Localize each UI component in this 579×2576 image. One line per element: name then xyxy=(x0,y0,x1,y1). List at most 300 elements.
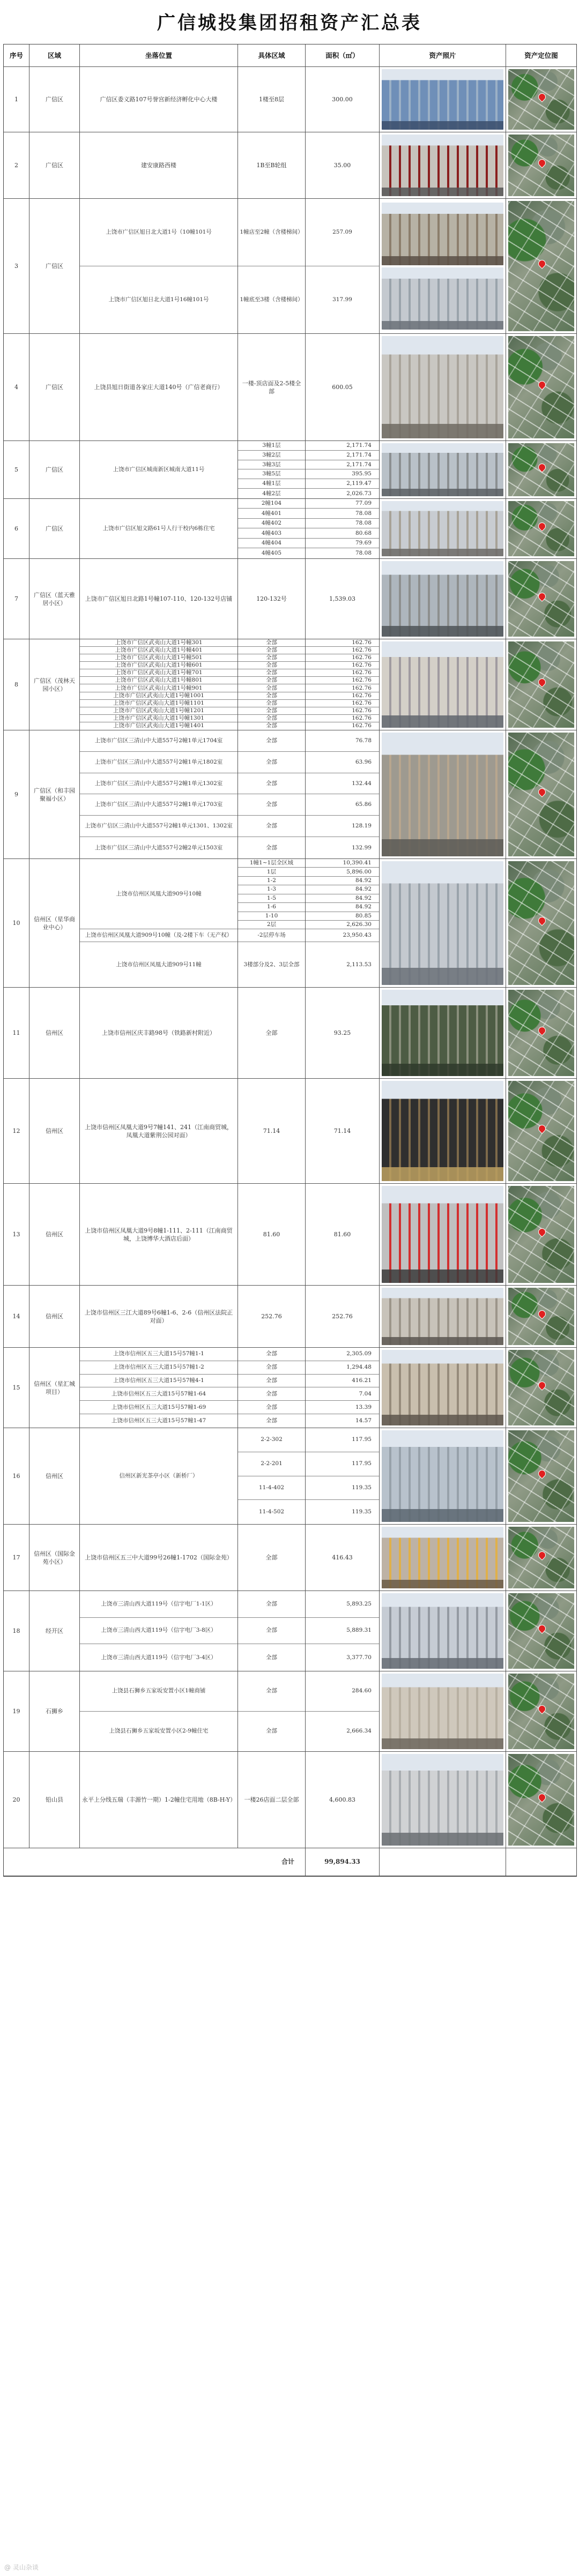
sub-cell: 全部 xyxy=(238,639,305,647)
sub-cell: 119.35 xyxy=(306,1476,379,1500)
table-row xyxy=(4,1752,576,1848)
asset-location-map[interactable] xyxy=(508,1081,574,1181)
row-area: 广信区（茂林天园小区） xyxy=(29,639,80,730)
photo-ground xyxy=(382,1064,503,1076)
row-photo xyxy=(380,1286,506,1347)
row-area: 石狮乡 xyxy=(29,1671,80,1751)
asset-location-map[interactable] xyxy=(508,1288,574,1345)
location-pin-icon xyxy=(537,1227,547,1237)
sub-cell: 全部 xyxy=(238,795,305,816)
asset-location-map[interactable] xyxy=(508,336,574,438)
row-area: 信州区 xyxy=(29,1184,80,1285)
row-unit: 全部 xyxy=(238,988,306,1078)
sub-cell: 上饶市广信区武夷山大道1号幢901 xyxy=(80,685,237,692)
asset-photo[interactable] xyxy=(382,861,503,985)
row-photo xyxy=(380,441,506,498)
row-location xyxy=(80,499,238,558)
row-map xyxy=(506,199,576,333)
row-unit: 1B至B轮组 xyxy=(238,132,306,198)
asset-location-map[interactable] xyxy=(508,69,574,130)
row-map xyxy=(506,639,576,730)
row-size xyxy=(306,859,380,987)
row-photo xyxy=(380,1348,506,1428)
sub-cell: 65.86 xyxy=(306,795,379,816)
row-location xyxy=(80,441,238,498)
row-area: 广信区 xyxy=(29,132,80,198)
sub-cell: 1幢店至2幢（含楼梯间） xyxy=(238,199,305,266)
photo-ground xyxy=(382,626,503,637)
sub-cell: 3,377.70 xyxy=(346,1654,372,1661)
sub-cell: 117.95 xyxy=(306,1452,379,1476)
asset-photo[interactable] xyxy=(382,561,503,637)
sub-cell: 全部 xyxy=(238,692,305,700)
row-map xyxy=(506,1428,576,1524)
photo-ground xyxy=(382,1415,503,1425)
row-area: 铅山县 xyxy=(29,1752,80,1848)
table-row xyxy=(4,1348,576,1428)
row-photo xyxy=(380,1184,506,1285)
asset-location-map[interactable] xyxy=(508,733,574,856)
asset-location-map[interactable] xyxy=(508,561,574,637)
row-unit xyxy=(238,1591,306,1671)
row-photo xyxy=(380,988,506,1078)
asset-photo[interactable] xyxy=(382,1754,503,1846)
row-number: 6 xyxy=(4,499,29,558)
asset-photo[interactable] xyxy=(382,1430,503,1522)
sub-cell: 上饶市广信区武夷山大道1号幢701 xyxy=(80,669,237,677)
sub-cell: 全部 xyxy=(266,1654,277,1661)
asset-photo[interactable] xyxy=(382,1186,503,1283)
sub-cell: 3幢2层 xyxy=(238,451,305,460)
page-title: 广信城投集团招租资产汇总表 xyxy=(157,12,422,34)
sub-cell: 全部 xyxy=(238,669,305,677)
sub-cell: 上饶市广信区旭日北大道1号16幢101号 xyxy=(108,296,209,303)
row-area: 广信区 xyxy=(29,499,80,558)
row-size xyxy=(306,499,380,558)
row-unit xyxy=(238,441,306,498)
row-location xyxy=(80,199,238,333)
row-map xyxy=(506,859,576,987)
sub-cell: 上饶市广信区三清山中大道557号2幢1单元1302室 xyxy=(80,773,237,795)
location-pin-icon xyxy=(537,1550,547,1560)
asset-photo[interactable] xyxy=(382,733,503,856)
asset-location-map[interactable] xyxy=(508,1593,574,1669)
asset-photo[interactable] xyxy=(382,1527,503,1588)
location-pin-icon xyxy=(537,92,547,102)
table-total-row xyxy=(4,1848,576,1876)
sub-cell: 上饶市信州区五三大道15号57幢1-47 xyxy=(111,1417,206,1424)
row-location xyxy=(80,730,238,858)
asset-photo[interactable] xyxy=(382,990,503,1076)
photo-ground xyxy=(382,715,503,728)
row-size xyxy=(306,199,380,333)
row-unit xyxy=(238,499,306,558)
header-photo: 资产照片 xyxy=(380,44,506,66)
sub-cell: 395.95 xyxy=(306,470,379,480)
location-pin-icon xyxy=(537,1380,547,1391)
row-map xyxy=(506,988,576,1078)
sub-cell: 1-3 xyxy=(238,885,305,894)
sub-cell: 1-10 xyxy=(238,912,305,921)
sub-cell: 4幢401 xyxy=(238,509,305,518)
row-location xyxy=(80,639,238,730)
sub-cell: 23,950.43 xyxy=(306,929,379,942)
photo-ground xyxy=(382,489,503,496)
sub-cell: 2-2-302 xyxy=(238,1428,305,1452)
sub-cell: 84.92 xyxy=(306,903,379,912)
row-size: 81.60 xyxy=(306,1184,380,1285)
header-location: 坐落位置 xyxy=(80,44,238,66)
row-map xyxy=(506,441,576,498)
sub-cell: 全部 xyxy=(238,1375,305,1388)
sub-cell: 4幢402 xyxy=(238,519,305,528)
table-row xyxy=(4,199,576,334)
row-number: 13 xyxy=(4,1184,29,1285)
asset-photo[interactable] xyxy=(382,135,503,196)
sub-cell: 1-6 xyxy=(238,903,305,912)
photo-ground xyxy=(382,1270,503,1283)
asset-location-map[interactable] xyxy=(508,861,574,985)
sub-cell: 162.76 xyxy=(306,654,379,662)
row-size: 71.14 xyxy=(306,1079,380,1183)
asset-photo[interactable] xyxy=(382,1674,503,1749)
sub-cell: 全部 xyxy=(238,1671,305,1712)
row-location: 上饶市信州区三江大道89号6幢1-6、2-6（信州区法院正对面） xyxy=(80,1286,238,1347)
header-area: 区域 xyxy=(29,44,80,66)
sub-cell: 上饶市广信区武夷山大道1号幢301 xyxy=(80,639,237,647)
photo-ground xyxy=(382,121,503,130)
sub-cell: 1-5 xyxy=(238,894,305,903)
row-number: 9 xyxy=(4,730,29,858)
header-no: 序号 xyxy=(4,44,29,66)
sub-cell: 84.92 xyxy=(306,894,379,903)
asset-location-map[interactable] xyxy=(508,641,574,728)
asset-photo[interactable] xyxy=(382,1350,503,1425)
total-label: 合计 xyxy=(4,1848,306,1876)
asset-location-map[interactable] xyxy=(508,1350,574,1425)
sub-cell: 1,294.48 xyxy=(306,1361,379,1375)
row-area: 广信区 xyxy=(29,67,80,132)
sub-cell: 上饶市信州区凤凰大道909号10幢（及-2楼下车（无产权） xyxy=(80,929,237,942)
asset-photo[interactable] xyxy=(382,641,503,728)
row-area: 信州区 xyxy=(29,1079,80,1183)
sub-cell: 3幢3层 xyxy=(238,460,305,470)
sub-cell: 5,889.31 xyxy=(306,1618,379,1645)
row-unit xyxy=(238,1671,306,1751)
row-area: 广信区（蓝天雅居小区） xyxy=(29,559,80,639)
asset-location-map[interactable] xyxy=(508,1430,574,1522)
row-location: 广信区委义路107号誉宫新经济孵化中心大楼 xyxy=(80,67,238,132)
row-unit xyxy=(238,730,306,858)
sub-cell: 上饶市信州区凤凰大道909号11幢 xyxy=(116,961,202,968)
row-number: 19 xyxy=(4,1671,29,1751)
location-pin-icon xyxy=(537,787,547,797)
row-photo xyxy=(380,859,506,987)
sub-cell: 2-2-201 xyxy=(238,1452,305,1476)
row-size: 600.05 xyxy=(306,334,380,440)
header-unit: 具体区域 xyxy=(238,44,306,66)
sub-cell: 162.76 xyxy=(306,647,379,654)
sub-cell: 2,171.74 xyxy=(306,451,379,460)
sub-cell: 1幢1~1层全区域 xyxy=(238,859,305,868)
sub-cell: 上饶市三清山西大道119号（信宇电厂3-8区） xyxy=(80,1618,237,1645)
row-unit: 一楼26店面二层全部 xyxy=(238,1752,306,1848)
sub-cell: 上饶市信州区五三大道15号57幢1-2 xyxy=(80,1361,237,1375)
asset-location-map[interactable] xyxy=(508,201,574,331)
row-number: 18 xyxy=(4,1591,29,1671)
row-size: 300.00 xyxy=(306,67,380,132)
asset-location-map[interactable] xyxy=(508,1527,574,1588)
sub-cell: 78.08 xyxy=(355,550,372,557)
row-size xyxy=(306,1671,380,1751)
row-unit: 120-132号 xyxy=(238,559,306,639)
row-size xyxy=(306,1428,380,1524)
asset-location-map[interactable] xyxy=(508,990,574,1076)
photo-ground xyxy=(382,321,503,330)
row-map xyxy=(506,1525,576,1591)
sub-cell: 全部 xyxy=(238,662,305,669)
sub-cell: 13.39 xyxy=(306,1401,379,1414)
row-unit: 252.76 xyxy=(238,1286,306,1347)
sub-cell: 7.04 xyxy=(306,1388,379,1401)
asset-location-map[interactable] xyxy=(508,1754,574,1846)
sub-cell: 全部 xyxy=(238,1591,305,1618)
row-photo xyxy=(380,199,506,333)
sub-cell: 全部 xyxy=(266,1417,277,1424)
sub-cell: 全部 xyxy=(238,685,305,692)
row-number: 17 xyxy=(4,1525,29,1591)
sub-cell: 2,026.73 xyxy=(346,490,372,497)
asset-photo[interactable] xyxy=(382,267,503,330)
sub-cell: -2层停车场 xyxy=(238,929,305,942)
row-number: 8 xyxy=(4,639,29,730)
row-unit xyxy=(238,859,306,987)
sub-cell: 上饶市广信区三清山中大道557号2幢1单元1301、1302室 xyxy=(80,816,237,837)
row-unit xyxy=(238,1348,306,1428)
sub-cell: 全部 xyxy=(238,677,305,684)
total-value: 99,894.33 xyxy=(306,1848,380,1876)
sub-cell: 上饶市广信区武夷山大道1号幢1001 xyxy=(80,692,237,700)
row-area: 广信区（和丰园聚福小区） xyxy=(29,730,80,858)
row-location: 上饶市信州区凤凰大道9号8幢1-111、2-111（江南商贸城，上饶博华大酒店后面） xyxy=(80,1184,238,1285)
row-location: 永平上分线五瑞（丰源竹一期）1-2幢住宅用地（8B-H-Y） xyxy=(80,1752,238,1848)
sub-cell: 5,896.00 xyxy=(306,868,379,876)
sub-cell: 162.76 xyxy=(352,722,372,729)
row-map xyxy=(506,1286,576,1347)
sub-cell: 78.08 xyxy=(306,519,379,528)
row-unit xyxy=(238,199,306,333)
sub-cell: 上饶市广信区武夷山大道1号幢501 xyxy=(80,654,237,662)
sub-cell: 76.78 xyxy=(306,730,379,752)
asset-table xyxy=(3,44,577,1877)
table-row xyxy=(4,730,576,859)
location-pin-icon xyxy=(537,462,547,473)
sub-cell: 63.96 xyxy=(306,752,379,773)
row-location: 上饶市广信区旭日北路1号幢107-110、120-132号店铺 xyxy=(80,559,238,639)
row-photo xyxy=(380,1428,506,1524)
sub-cell: 2,666.34 xyxy=(346,1728,372,1735)
sub-cell: 上饶市广信区三清山中大道557号2幢1单元1704室 xyxy=(80,730,237,752)
row-area: 经开区 xyxy=(29,1591,80,1671)
table-row xyxy=(4,441,576,499)
sub-cell: 162.76 xyxy=(306,677,379,684)
asset-photo[interactable] xyxy=(382,336,503,438)
asset-location-map[interactable] xyxy=(508,1186,574,1283)
sub-cell: 信州区新光茶亭小区（新桥厂） xyxy=(119,1473,198,1479)
asset-photo[interactable] xyxy=(382,501,503,556)
sub-cell: 上饶市信州区凤凰大道909号10幢 xyxy=(80,859,237,929)
row-location xyxy=(80,1591,238,1671)
row-map xyxy=(506,67,576,132)
location-pin-icon xyxy=(537,379,547,390)
row-photo xyxy=(380,639,506,730)
sub-cell: 132.99 xyxy=(352,844,372,851)
row-size xyxy=(306,441,380,498)
asset-location-map[interactable] xyxy=(508,501,574,556)
photo-ground xyxy=(382,1167,503,1181)
row-size xyxy=(306,639,380,730)
row-map xyxy=(506,1079,576,1183)
table-row xyxy=(4,1671,576,1752)
photo-ground xyxy=(382,1658,503,1669)
sub-cell: 上饶市广信区旭日北大道1号（10幢101号 xyxy=(80,199,237,266)
photo-ground xyxy=(382,188,503,196)
row-map xyxy=(506,1671,576,1751)
row-number: 12 xyxy=(4,1079,29,1183)
row-unit: 81.60 xyxy=(238,1184,306,1285)
photo-ground xyxy=(382,1738,503,1749)
photo-ground xyxy=(382,1833,503,1846)
location-pin-icon xyxy=(537,1025,547,1036)
row-location: 上饶市信州区庆丰路98号（铁路新村附近） xyxy=(80,988,238,1078)
sub-cell: 上饶市广信区城南新区城南大道11号 xyxy=(113,466,205,473)
table-row xyxy=(4,1428,576,1525)
row-area: 信州区 xyxy=(29,1428,80,1524)
sub-cell: 全部 xyxy=(238,647,305,654)
row-size: 1,539.03 xyxy=(306,559,380,639)
asset-photo[interactable] xyxy=(382,203,503,265)
sub-cell: 全部 xyxy=(238,816,305,837)
row-size: 416.43 xyxy=(306,1525,380,1591)
sub-cell: 上饶市广信区三清山中大道557号2幢1单元1703室 xyxy=(80,795,237,816)
sub-cell: 上饶市信州区五三大道15号57幢1-69 xyxy=(80,1401,237,1414)
row-location xyxy=(80,1671,238,1751)
asset-photo[interactable] xyxy=(382,1593,503,1669)
sub-cell: 162.76 xyxy=(306,662,379,669)
row-unit xyxy=(238,639,306,730)
row-photo xyxy=(380,334,506,440)
table-row xyxy=(4,499,576,559)
asset-location-map[interactable] xyxy=(508,135,574,196)
row-number: 14 xyxy=(4,1286,29,1347)
table-row xyxy=(4,1079,576,1184)
table-row xyxy=(4,1286,576,1348)
sub-cell: 全部 xyxy=(238,1388,305,1401)
sub-cell: 3幢1层 xyxy=(238,441,305,451)
row-area: 信州区（国际金苑小区） xyxy=(29,1525,80,1591)
row-number: 16 xyxy=(4,1428,29,1524)
asset-photo[interactable] xyxy=(382,69,503,130)
sub-cell: 162.76 xyxy=(306,700,379,707)
row-photo xyxy=(380,67,506,132)
row-photo xyxy=(380,1671,506,1751)
sub-cell: 79.69 xyxy=(306,539,379,548)
row-area: 广信区 xyxy=(29,334,80,440)
row-number: 11 xyxy=(4,988,29,1078)
location-pin-icon xyxy=(537,677,547,688)
sub-cell: 10,390.41 xyxy=(306,859,379,868)
sub-cell: 257.09 xyxy=(306,199,379,266)
row-size: 35.00 xyxy=(306,132,380,198)
row-map xyxy=(506,559,576,639)
row-number: 5 xyxy=(4,441,29,498)
row-number: 7 xyxy=(4,559,29,639)
row-photo xyxy=(380,132,506,198)
sub-cell: 80.85 xyxy=(306,912,379,921)
sub-cell: 119.35 xyxy=(352,1509,372,1515)
sub-cell: 2,113.53 xyxy=(346,961,372,968)
row-number: 4 xyxy=(4,334,29,440)
row-unit: 一楼-顶店面及2-5楼全部 xyxy=(238,334,306,440)
location-pin-icon xyxy=(537,591,547,602)
location-pin-icon xyxy=(537,258,547,269)
sub-cell: 全部 xyxy=(238,773,305,795)
row-location xyxy=(80,859,238,987)
header-size: 面积（㎡） xyxy=(306,44,380,66)
row-map xyxy=(506,1348,576,1428)
row-size xyxy=(306,730,380,858)
sub-cell: 上饶市三清山西大道119号（信宇电厂3-4区） xyxy=(101,1654,217,1661)
sub-cell: 4幢405 xyxy=(261,550,282,557)
header-map: 资产定位图 xyxy=(524,51,558,59)
location-pin-icon xyxy=(537,1468,547,1479)
photo-ground xyxy=(382,839,503,856)
row-location xyxy=(80,1428,238,1524)
row-map xyxy=(506,334,576,440)
asset-photo[interactable] xyxy=(382,1288,503,1345)
location-pin-icon xyxy=(537,521,547,532)
table-row xyxy=(4,334,576,441)
asset-location-map[interactable] xyxy=(508,1674,574,1749)
photo-ground xyxy=(382,1509,503,1522)
sub-cell: 全部 xyxy=(238,1401,305,1414)
row-area: 信州区 xyxy=(29,988,80,1078)
sub-cell: 上饶市广信区武夷山大道1号幢801 xyxy=(80,677,237,684)
sub-cell: 全部 xyxy=(238,730,305,752)
row-size xyxy=(306,1591,380,1671)
row-location: 建安康路西楼 xyxy=(80,132,238,198)
row-location xyxy=(80,1348,238,1428)
sub-cell: 162.76 xyxy=(306,685,379,692)
sub-cell: 上饶市广信区武夷山大道1号幢1201 xyxy=(80,707,237,715)
sub-cell: 1幢底至3楼（含楼梯间） xyxy=(240,296,303,303)
watermark: @ 灵山杂谈 xyxy=(4,2564,39,2571)
asset-photo[interactable] xyxy=(382,1081,503,1181)
sub-cell: 上饶市广信区三清山中大道557号2幢2单元1503室 xyxy=(94,844,223,851)
sub-cell: 162.76 xyxy=(306,715,379,722)
sub-cell: 全部 xyxy=(238,1361,305,1375)
sub-cell: 11-4-402 xyxy=(238,1476,305,1500)
row-size xyxy=(306,1348,380,1428)
sub-cell: 全部 xyxy=(238,707,305,715)
sub-cell: 162.76 xyxy=(306,669,379,677)
photo-ground xyxy=(382,549,503,556)
asset-location-map[interactable] xyxy=(508,443,574,496)
photo-ground xyxy=(382,256,503,265)
sub-cell: 4幢2层 xyxy=(262,490,281,497)
row-photo xyxy=(380,499,506,558)
asset-photo[interactable] xyxy=(382,443,503,496)
